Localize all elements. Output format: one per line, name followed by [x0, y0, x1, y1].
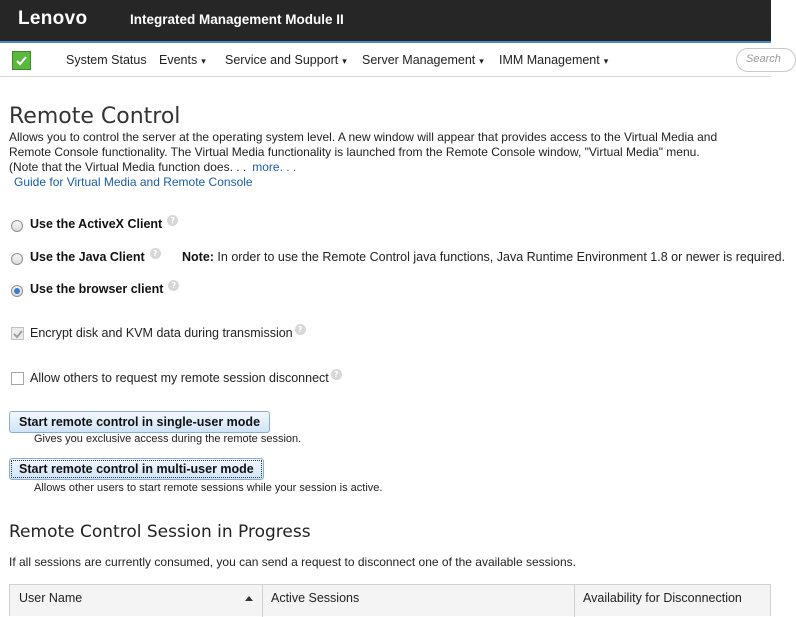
- column-divider: [574, 585, 575, 617]
- help-icon[interactable]: ?: [331, 369, 342, 380]
- note-label: Note:: [182, 250, 214, 264]
- top-header-bar: [0, 0, 771, 41]
- sessions-table-header: [9, 584, 771, 616]
- system-status-check-icon[interactable]: [12, 51, 31, 70]
- allow-disconnect-label: Allow others to request my remote session disconnect ?: [30, 371, 342, 385]
- help-icon[interactable]: ?: [295, 324, 306, 335]
- encrypt-checkbox[interactable]: [11, 327, 24, 340]
- nav-events[interactable]: [159, 53, 206, 67]
- nav-system-status[interactable]: [66, 53, 147, 67]
- page-description: [9, 130, 729, 175]
- chevron-down-icon: ▾: [342, 56, 347, 66]
- allow-disconnect-option: [11, 371, 411, 387]
- sort-ascending-icon[interactable]: [245, 596, 253, 601]
- help-icon[interactable]: ?: [167, 215, 178, 226]
- sessions-description: If all sessions are currently consumed, you can send a request to disconnect one of the available sessions.: [9, 555, 576, 569]
- option-browser: [11, 282, 231, 298]
- help-icon[interactable]: ?: [168, 280, 179, 291]
- chevron-down-icon: ▾: [201, 56, 206, 66]
- search-placeholder: Search: [746, 53, 781, 65]
- encrypt-label: Encrypt disk and KVM data during transmission ?: [30, 326, 306, 340]
- java-note: [182, 250, 785, 264]
- nav-label: System Status: [66, 53, 147, 67]
- nav-label: Events: [159, 53, 198, 67]
- main-nav-bar: [0, 41, 781, 77]
- encrypt-option: [11, 326, 411, 342]
- nav-label: Server Management: [362, 53, 476, 67]
- lenovo-logo: Lenovo: [18, 8, 88, 29]
- sessions-title: Remote Control Session in Progress: [9, 522, 311, 542]
- col-availability[interactable]: Availability for Disconnection: [583, 591, 742, 605]
- java-radio[interactable]: [11, 253, 23, 265]
- activex-radio[interactable]: [11, 220, 23, 232]
- browser-radio[interactable]: [11, 285, 23, 297]
- allow-disconnect-checkbox[interactable]: [11, 372, 24, 385]
- col-active-sessions[interactable]: Active Sessions: [271, 591, 360, 605]
- option-java: [11, 249, 786, 266]
- guide-link[interactable]: Guide for Virtual Media and Remote Console: [14, 175, 253, 189]
- help-icon[interactable]: ?: [150, 248, 161, 259]
- note-text: In order to use the Remote Control java functions, Java Runtime Environment 1.8 or newer is required.: [213, 250, 786, 264]
- browser-label: Use the browser client ?: [30, 282, 179, 296]
- page-title: Remote Control: [9, 104, 181, 129]
- activex-label: Use the ActiveX Client ?: [30, 217, 178, 231]
- nav-imm-management[interactable]: [499, 53, 608, 67]
- chevron-down-icon: ▾: [603, 56, 609, 66]
- single-user-description: Gives you exclusive access during the remote session.: [34, 433, 302, 445]
- nav-service-and-support[interactable]: [225, 53, 347, 67]
- description-text: Allows you to control the server at the operating system level. A new window will appear that provides access to the Virtual Media and Remote Console functionality. The Virtual Media functionality is launched from the Remote Console window, "Virtual Media" menu. (Note that the Virtual Media function does. . .: [9, 130, 718, 174]
- search-input[interactable]: [736, 48, 796, 72]
- more-link[interactable]: more. . .: [252, 160, 297, 174]
- nav-server-management[interactable]: [362, 53, 484, 67]
- option-activex: [11, 217, 211, 233]
- product-title: Integrated Management Module II: [130, 12, 344, 27]
- chevron-down-icon: ▾: [479, 56, 484, 66]
- col-user-name[interactable]: User Name: [19, 591, 83, 605]
- nav-label: IMM Management: [499, 53, 600, 67]
- multi-user-description: Allows other users to start remote sessions while your session is active.: [34, 482, 383, 494]
- nav-label: Service and Support: [225, 53, 339, 67]
- start-multi-user-button[interactable]: Start remote control in multi-user mode: [9, 458, 264, 480]
- start-single-user-button[interactable]: Start remote control in single-user mode: [9, 411, 270, 433]
- java-label: Use the Java Client ?: [30, 250, 161, 264]
- column-divider: [262, 585, 263, 617]
